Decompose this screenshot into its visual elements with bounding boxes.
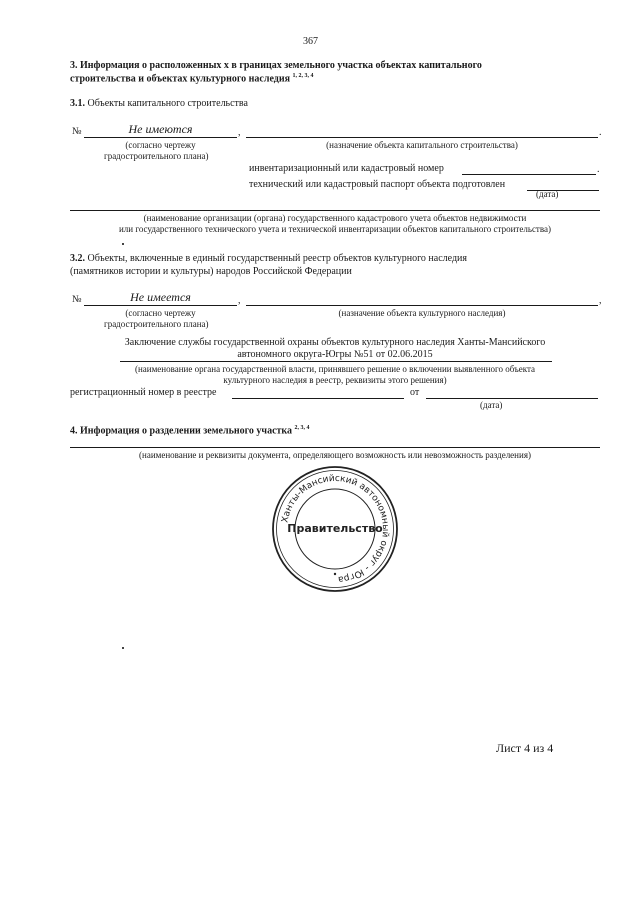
s32-caption-right: (назначение объекта культурного наследия) [338,308,506,318]
s31-caption-right: (назначение объекта капитального строительства) [326,140,518,150]
s32-conclusion-1: Заключение службы государственной охраны объектов культурного наследия Ханты-Мансийского [124,337,546,348]
s31-number-line [84,137,237,138]
s32-date-caption: (дата) [480,400,503,410]
s31-title: 3.1. Объекты капитального строительства [70,98,248,109]
s32-number-value: Не имеется [130,290,191,304]
s31-date-caption: (дата) [536,189,559,199]
section3-heading-line1: 3. Информация о расположенных х в границах земельного участка объектах капитального [70,60,482,71]
speck [122,243,124,245]
s31-dot: . [599,127,602,138]
s32-organ-caption-2: культурного наследия в реестр, реквизиты этого решения) [223,375,447,385]
s31-comma: , [238,127,241,138]
section4-line [70,447,600,448]
s32-comma: , [238,295,241,306]
official-seal [270,464,400,594]
s31-passport-label: технический или кадастровый паспорт объекта подготовлен [249,179,506,190]
s31-inventory-label: инвентаризационный или кадастровый номер [249,163,444,174]
s31-org-line [70,210,600,211]
s32-date-line [426,398,598,399]
section4-caption: (наименование и реквизиты документа, определяющего возможность или невозможность разделения) [139,450,531,460]
s32-purpose-line [246,305,598,306]
s32-number-line [84,305,237,306]
s32-title-line2: (памятников истории и культуры) народов Российской Федерации [70,266,352,277]
section3-heading-line2: строительства и объектах культурного наследия $^{1, 2, 3, 4}$ [70,73,314,85]
s31-org-caption-1: (наименование организации (органа) государственного кадастрового учета объектов недвижимости [143,213,527,223]
s32-conclusion-2: автономного округа-Югры №51 от 02.06.2015 [237,349,433,360]
s31-org-caption-2: или государственного технического учета и технической инвентаризации объектов капитального строительства) [118,224,551,234]
s31-inventory-dot: . [597,164,600,175]
s32-caption-left-1: (согласно чертежу [125,308,196,318]
s32-reg-label: регистрационный номер в реестре [70,387,217,398]
s32-organ-caption-1: (наименование органа государственной власти, принявшего решение о включении выявленного объекта [134,364,536,374]
s32-conclusion-line [120,361,552,362]
s31-caption-left-2: градостроительного плана) [104,151,209,161]
section4-footnote-refs: 2, 3, 4 [294,425,310,431]
s31-number-value: Не имеются [128,122,193,136]
sheet-number: Лист 4 из 4 [496,741,554,755]
s32-no-label: № [72,294,82,305]
section4-heading: 4. Информация о разделении земельного участка $^{2, 3, 4}$ [70,425,310,437]
speck [122,647,124,649]
s32-from-label: от [410,387,420,398]
s32-comma-end: , [599,295,602,306]
s31-caption-left-1: (согласно чертежу [125,140,196,150]
section3-footnote-refs: 1, 2, 3, 4 [292,73,314,79]
s32-reg-line [232,398,404,399]
s32-caption-left-2: градостроительного плана) [104,319,209,329]
s31-purpose-line [246,137,598,138]
s32-title-line1: 3.2. Объекты, включенные в единый государственный реестр объектов культурного наследия [70,253,467,264]
seal-center-text: Правительство [287,522,383,535]
s31-no-label: № [72,126,82,137]
s31-inventory-line [462,174,596,175]
seal-dot [334,573,336,575]
page-number: 367 [303,36,318,47]
seal-ring-text: Ханты-Мансийский автономный округ - Югра [280,473,391,584]
